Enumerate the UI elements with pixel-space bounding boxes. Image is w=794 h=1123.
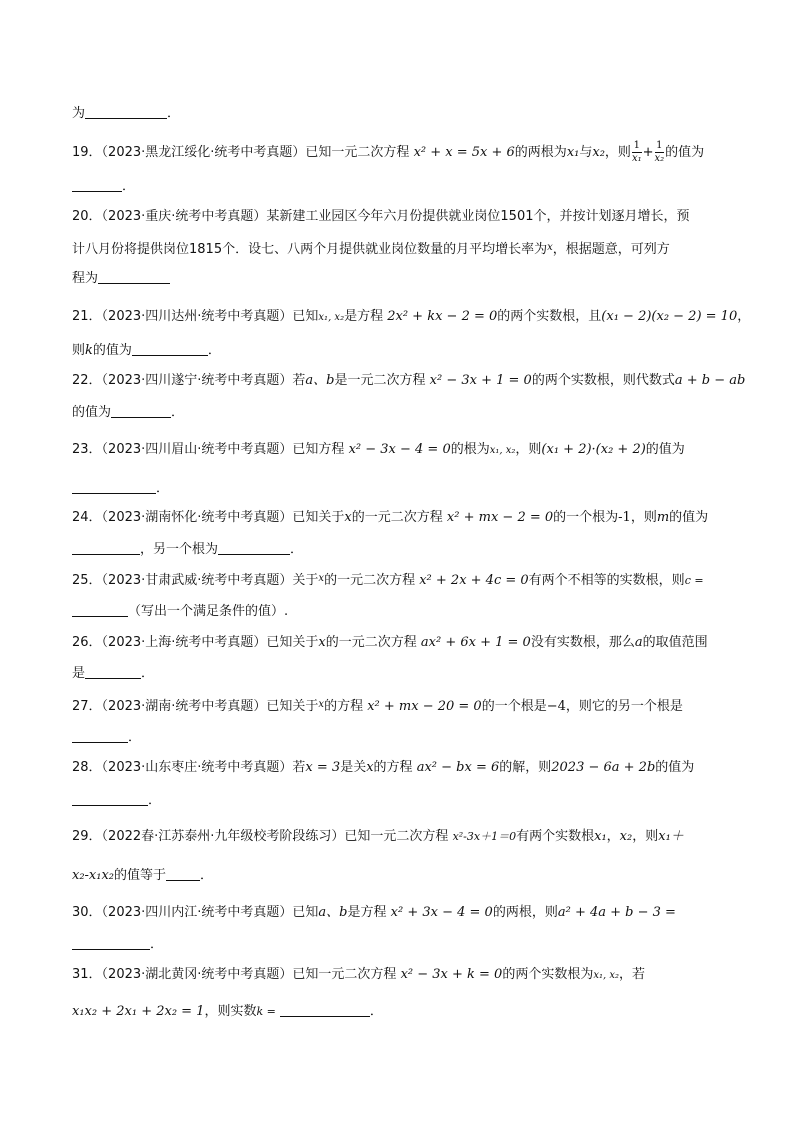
question-source: （2023·重庆·统考中考真题） xyxy=(101,209,267,224)
q19-answer-line xyxy=(72,178,135,196)
question-text: 已知一元二次方程 xyxy=(292,967,397,982)
question-number: 23． xyxy=(72,442,102,457)
question-28 xyxy=(72,759,694,777)
question-text: 程为 xyxy=(72,271,99,286)
question-number: 30． xyxy=(72,905,102,920)
question-text: 的一元二次方程 xyxy=(351,510,443,525)
question-text: 已知 xyxy=(292,905,319,920)
equation: x² + 2x + 4c = 0 xyxy=(419,573,529,588)
question-number: 29． xyxy=(72,829,102,844)
question-24 xyxy=(72,509,708,527)
question-text: 已知关于 xyxy=(266,699,319,714)
question-29 xyxy=(72,828,684,846)
var-c: c = xyxy=(684,574,704,587)
question-text: 的值为 xyxy=(645,442,685,457)
period: ． xyxy=(150,937,164,952)
q21-line-2 xyxy=(72,342,221,360)
var-x2: x₂ xyxy=(592,145,605,160)
question-25 xyxy=(72,570,704,590)
q20-line-2 xyxy=(72,239,670,259)
answer-blank[interactable] xyxy=(72,792,148,806)
period: ． xyxy=(122,179,136,194)
question-text: 的值为 xyxy=(92,343,132,358)
question-22 xyxy=(72,372,745,390)
question-number: 24． xyxy=(72,510,102,525)
question-text: 的值为 xyxy=(655,760,695,775)
question-source: （2023·四川遂宁·统考中考真题） xyxy=(101,373,293,388)
var-m: m xyxy=(656,510,670,525)
equation: x²-3x＋1＝0 xyxy=(452,830,517,843)
question-source: （2023·湖北黄冈·统考中考真题） xyxy=(101,967,293,982)
answer-blank[interactable] xyxy=(72,729,128,743)
equation: 2x² + kx − 2 = 0 xyxy=(387,309,498,324)
q24-line-2 xyxy=(72,541,303,559)
vars: x₁, x₂ xyxy=(593,970,619,981)
question-text: 的解，则 xyxy=(499,760,552,775)
question-text: 的一元二次方程 xyxy=(324,573,416,588)
question-31 xyxy=(72,966,645,985)
question-text: 与 xyxy=(579,145,593,160)
question-23 xyxy=(72,441,685,460)
question-text: 若 xyxy=(292,760,306,775)
condition: (x₁ − 2)(x₂ − 2) = 10 xyxy=(601,309,738,324)
question-text: 的取值范围 xyxy=(642,635,708,650)
question-text: 已知一元二次方程 xyxy=(305,145,410,160)
question-text: 是方程 xyxy=(344,309,384,324)
question-text: 的值为 xyxy=(72,405,112,420)
question-number: 27． xyxy=(72,699,102,714)
equation: x² − 3x + 1 = 0 xyxy=(429,373,532,388)
var-x1: x₁ xyxy=(566,145,580,160)
q22-line-2 xyxy=(72,404,184,422)
question-number: 20． xyxy=(72,209,102,224)
question-number: 26． xyxy=(72,635,102,650)
equation: ax² + 6x + 1 = 0 xyxy=(420,635,531,650)
equation: x² − 3x − 4 = 0 xyxy=(348,442,451,457)
question-20 xyxy=(72,208,690,226)
question-text: 的两根为 xyxy=(514,145,567,160)
answer-blank[interactable] xyxy=(280,1003,370,1017)
question-text: 的两个实数根为 xyxy=(502,967,594,982)
question-text: 若 xyxy=(292,373,306,388)
answer-blank-2[interactable] xyxy=(218,541,290,555)
answer-blank[interactable] xyxy=(72,936,150,950)
answer-blank[interactable] xyxy=(166,867,200,881)
question-text: ，则实数 xyxy=(204,1004,257,1019)
answer-blank[interactable] xyxy=(132,342,208,356)
question-text: ，则 xyxy=(630,510,657,525)
equation: x = 3 xyxy=(305,760,341,775)
question-text: 已知关于 xyxy=(266,635,319,650)
period: ． xyxy=(167,106,181,121)
question-text: 的一元二次方程 xyxy=(325,635,417,650)
question-text: 某新建工业园区今年六月份提供就业岗位1501个，并按计划逐月增长，预 xyxy=(266,209,690,224)
question-source: （2023·湖南怀化·统考中考真题） xyxy=(101,510,293,525)
question-source: （2023·上海·统考中考真题） xyxy=(101,635,267,650)
answer-blank[interactable] xyxy=(85,105,167,119)
question-source: （2023·四川达州·统考中考真题） xyxy=(101,309,293,324)
expression: a² + 4a + b − 3 = xyxy=(557,905,676,920)
period: ． xyxy=(207,343,221,358)
period: ． xyxy=(369,1004,383,1019)
question-source: （2023·山东枣庄·统考中考真题） xyxy=(101,760,293,775)
question-number: 31． xyxy=(72,967,102,982)
question-number: 22． xyxy=(72,373,102,388)
question-text: 已知 xyxy=(292,309,319,324)
equation: x² + mx − 20 = 0 xyxy=(367,699,482,714)
question-source: （2023·湖南·统考中考真题） xyxy=(101,699,267,714)
expression: x₁＋ xyxy=(658,829,684,844)
answer-blank[interactable] xyxy=(85,665,141,679)
question-text: ， xyxy=(737,309,751,324)
var-x: x xyxy=(547,242,553,253)
question-26 xyxy=(72,634,708,652)
fraction-1-over-x1: $\frac{1}{\text{x₁}}$ xyxy=(631,140,642,164)
text-wei: 为 xyxy=(72,106,86,121)
answer-blank[interactable] xyxy=(72,603,128,617)
var-x: x xyxy=(318,635,326,650)
q28-answer-line xyxy=(72,792,161,810)
root-value: −4 xyxy=(546,699,566,714)
question-text: 的值为 xyxy=(669,510,709,525)
question-text: ，另一个根为 xyxy=(140,542,219,557)
comma: ， xyxy=(606,829,620,844)
q30-answer-line xyxy=(72,936,163,954)
question-text: ，则 xyxy=(515,442,542,457)
answer-blank[interactable] xyxy=(72,480,156,494)
question-source: （2023·黑龙江绥化·统考中考真题） xyxy=(101,145,306,160)
q27-answer-line xyxy=(72,729,141,747)
question-text: 是一元二次方程 xyxy=(334,373,426,388)
var-k: k = xyxy=(256,1005,276,1018)
question-text: 的根为 xyxy=(450,442,490,457)
question-text: 关于 xyxy=(292,573,319,588)
answer-blank[interactable] xyxy=(72,178,122,192)
equation: x² − 3x + k = 0 xyxy=(400,967,503,982)
q25-line-2 xyxy=(72,603,288,621)
expression: 2023 − 6a + 2b xyxy=(551,760,656,775)
q29-line-2 xyxy=(72,867,213,885)
question-text: 的一个根为 xyxy=(553,510,619,525)
question-text: 的方程 xyxy=(324,699,364,714)
question-text: 是 xyxy=(72,666,86,681)
expression: (x₁ + 2)·(x₂ + 2) xyxy=(541,442,646,457)
question-text: 的值等于 xyxy=(114,868,167,883)
var-a: a xyxy=(634,635,643,650)
period: ． xyxy=(148,793,162,808)
question-30 xyxy=(72,904,676,922)
question-text: 计八月份将提供岗位1815个．设七、八两个月提供就业岗位数量的月平均增长率为 xyxy=(72,242,548,257)
question-text: ，若 xyxy=(619,967,646,982)
question-text: ，则 xyxy=(604,145,631,160)
answer-blank[interactable] xyxy=(98,270,170,284)
question-source: （2022春·江苏泰州·九年级校考阶段练习） xyxy=(101,829,345,844)
answer-blank[interactable] xyxy=(72,541,140,555)
var-x: x xyxy=(318,573,325,584)
question-21 xyxy=(72,308,750,327)
q26-line-2 xyxy=(72,665,154,683)
var-x: x xyxy=(344,510,352,525)
question-text: 已知方程 xyxy=(292,442,345,457)
question-text: 是关 xyxy=(340,760,367,775)
equation: x² + mx − 2 = 0 xyxy=(446,510,554,525)
fraction-1-over-x2: $\frac{1}{\text{x₂}}$ xyxy=(654,140,665,164)
question-source: （2023·甘肃武威·统考中考真题） xyxy=(101,573,293,588)
var-x: x xyxy=(318,699,325,710)
question-27 xyxy=(72,696,683,716)
question-text: ，则 xyxy=(632,829,659,844)
period: ． xyxy=(200,868,214,883)
period: ． xyxy=(171,405,185,420)
question-text: ，则它的另一个根是 xyxy=(565,699,683,714)
question-text: 有两个实数根 xyxy=(516,829,595,844)
question-text: 的一个根是 xyxy=(481,699,547,714)
expression: x₁x₂ + 2x₁ + 2x₂ = 1 xyxy=(72,1004,205,1019)
vars: a、b xyxy=(305,373,335,388)
q23-answer-line xyxy=(72,480,169,498)
var-x2: x₂ xyxy=(619,829,633,844)
period: ． xyxy=(290,542,304,557)
vars: x₁, x₂ xyxy=(318,312,345,323)
question-text: 则 xyxy=(72,343,86,358)
expression: a + b − ab xyxy=(674,373,746,388)
root-value: -1 xyxy=(618,510,631,525)
question-text: 的两个实数根，则代数式 xyxy=(531,373,675,388)
equation: x² + 3x − 4 = 0 xyxy=(390,905,493,920)
question-text: ，根据题意，可列方 xyxy=(552,242,670,257)
q31-line-2 xyxy=(72,1003,383,1021)
var-k: k xyxy=(85,343,93,358)
var-x1: x₁ xyxy=(594,829,607,844)
question-number: 25． xyxy=(72,573,102,588)
equation-2: ax² − bx = 6 xyxy=(416,760,500,775)
period: ． xyxy=(128,730,142,745)
question-text: 已知一元二次方程 xyxy=(344,829,449,844)
question-number: 19． xyxy=(72,145,102,160)
question-number: 21． xyxy=(72,309,102,324)
question-19: 19．（2023·黑龙江绥化·统考中考真题）已知一元二次方程 x² + x = 5x + 6的两根为x₁与x₂，则 $\frac{1}{\text{x₁}}$ + $\frac{1}{\text{x₂}}$ 的值为 xyxy=(72,140,705,164)
question-text: 的两根，则 xyxy=(492,905,558,920)
question-source: （2023·四川眉山·统考中考真题） xyxy=(101,442,293,457)
question-number: 28． xyxy=(72,760,102,775)
question-text: 已知关于 xyxy=(292,510,345,525)
q20-line-3 xyxy=(72,270,170,288)
vars: x₁, x₂ xyxy=(489,445,516,456)
question-text: 的值为 xyxy=(665,145,705,160)
period: ． xyxy=(156,481,170,496)
question-source: （2023·四川内江·统考中考真题） xyxy=(101,905,293,920)
question-text: 有两个不相等的实数根，则 xyxy=(528,573,685,588)
var-x: x xyxy=(366,760,374,775)
vars: a、b xyxy=(318,905,348,920)
question-text: （写出一个满足条件的值）. xyxy=(128,604,289,619)
question-text: 的方程 xyxy=(373,760,413,775)
q18-tail xyxy=(72,105,180,123)
question-text: 的两个实数根，且 xyxy=(497,309,602,324)
expression: x₂-x₁x₂ xyxy=(72,868,115,883)
equation: x² + x = 5x + 6 xyxy=(413,145,515,160)
question-text: 没有实数根，那么 xyxy=(530,635,635,650)
question-text: 是方程 xyxy=(347,905,387,920)
period: ． xyxy=(141,666,155,681)
answer-blank[interactable] xyxy=(111,404,171,418)
